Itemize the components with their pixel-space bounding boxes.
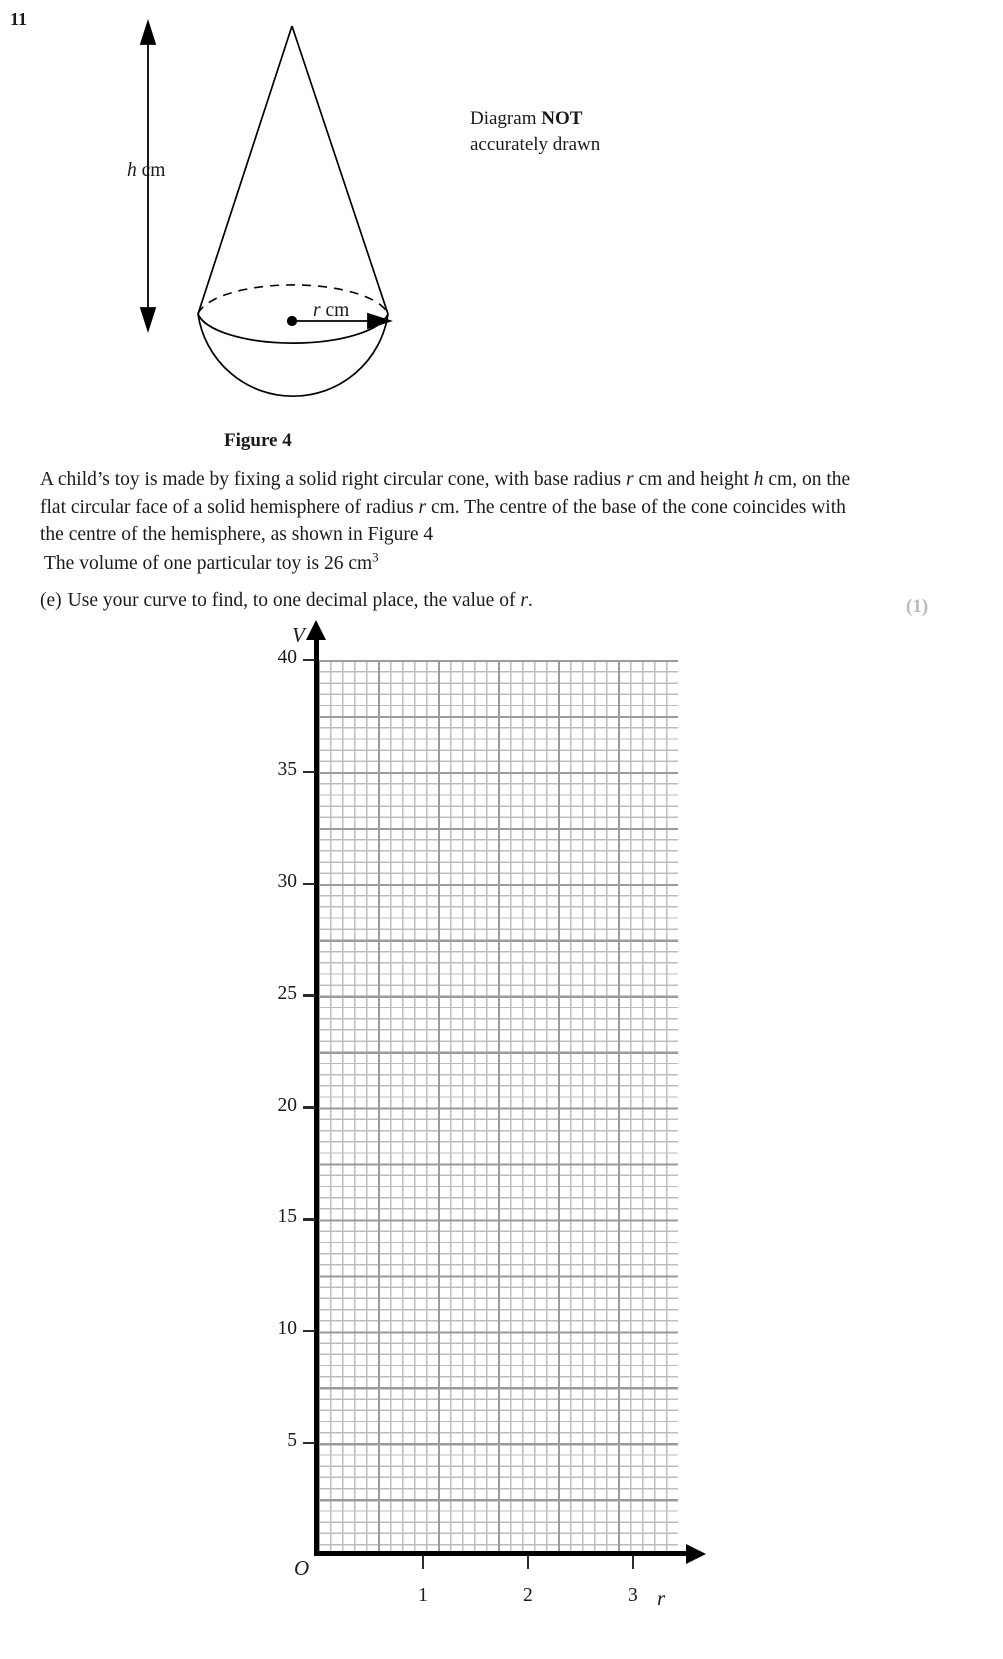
y-axis-arrowhead (306, 620, 326, 640)
part-e-text: Use your curve to find, to one decimal place, the value of (67, 590, 521, 611)
cone-outline (198, 26, 388, 314)
variable-h: h (127, 160, 137, 181)
y-axis-label: V (292, 623, 305, 647)
volume-statement (44, 550, 379, 575)
part-e-variable-r: r (520, 590, 528, 611)
body-segment-4: cm. The centre of the base of the cone coincides with the centre of the hemisphere, as shown in Figure 4 (40, 496, 846, 546)
y-tick-mark (303, 1442, 315, 1444)
y-tick-mark (303, 771, 315, 773)
figure-caption: Figure 4 (224, 430, 292, 451)
x-axis-label: r (657, 1586, 666, 1610)
x-tick-label: 1 (418, 1585, 428, 1606)
y-tick-mark (303, 883, 315, 885)
height-label: h cm (127, 160, 166, 181)
y-tick-label: 25 (277, 982, 297, 1004)
body-variable-r-1: r (625, 469, 634, 490)
y-tick-mark (303, 994, 315, 996)
y-tick-mark (303, 1330, 315, 1332)
x-axis-arrowhead (686, 1544, 706, 1564)
x-tick-label: 3 (627, 1585, 638, 1606)
y-tick-mark (303, 1106, 315, 1108)
origin-label: O (294, 1556, 310, 1580)
radius-label: r cm (313, 300, 350, 321)
part-e-label: (e) (40, 590, 62, 611)
diagram-note-second-line: accurately drawn (470, 133, 601, 155)
y-tick-label: 15 (277, 1206, 297, 1228)
y-tick-mark (303, 659, 315, 661)
y-tick-label: 5 (287, 1430, 297, 1452)
marks-allocation: (1) (906, 596, 929, 617)
x-tick-mark (632, 1556, 634, 1569)
volume-statement-text: The volume of one particular toy is 26 cm (44, 553, 373, 574)
body-segment-1: A child’s toy is made by fixing a solid right circular cone, with base radius (40, 469, 626, 490)
graph-grid[interactable] (318, 660, 678, 1555)
question-number: 11 (10, 9, 28, 29)
body-variable-h: h (753, 469, 764, 490)
x-tick-label: 2 (523, 1585, 533, 1606)
diagram-note-prefix: Diagram (470, 108, 542, 129)
body-variable-r-2: r (418, 496, 427, 518)
diagram-note-emphasis: NOT (541, 108, 583, 129)
part-e-period: . (527, 590, 533, 611)
question-body-text (40, 466, 870, 549)
x-axis-line (314, 1551, 688, 1556)
variable-r: r (313, 300, 321, 321)
y-tick-label: 40 (277, 647, 297, 668)
y-tick-mark (303, 1218, 315, 1220)
diagram-not-accurately-drawn-note (470, 106, 770, 157)
y-tick-label: 30 (277, 870, 297, 892)
volume-unit-exponent: 3 (372, 550, 379, 565)
question-part-e (40, 590, 533, 612)
x-tick-mark (527, 1556, 529, 1569)
figure-4-diagram (110, 8, 430, 428)
y-tick-label: 10 (277, 1318, 297, 1340)
y-tick-label: 35 (277, 758, 297, 780)
base-ellipse-back (198, 285, 388, 314)
hemisphere-outline (198, 314, 388, 396)
x-tick-mark (422, 1556, 424, 1569)
y-tick-label: 20 (277, 1094, 297, 1116)
body-segment-3: cm, on the flat circular face of a solid hemisphere of radius (40, 469, 851, 518)
body-segment-2: cm and height (633, 469, 754, 490)
